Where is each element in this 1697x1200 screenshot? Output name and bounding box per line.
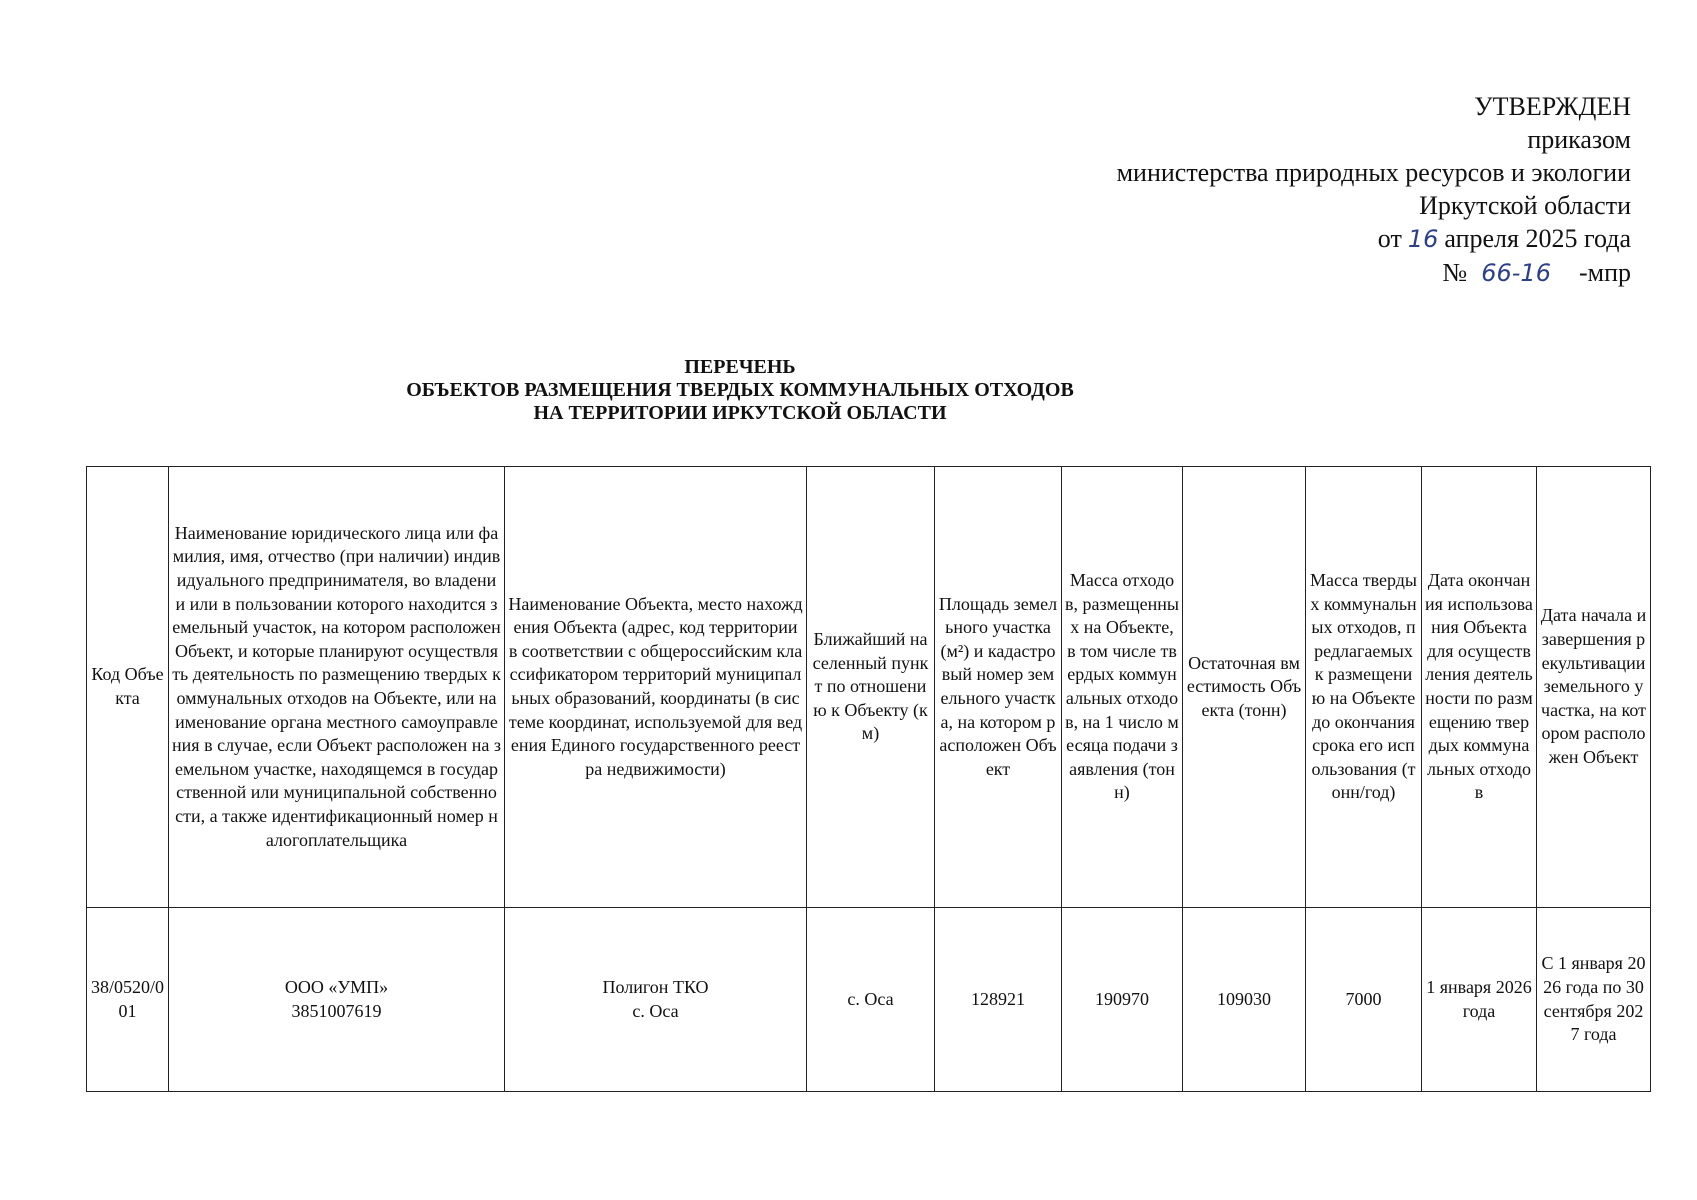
cell-mass-proposed: 7000 [1306,908,1422,1092]
table-row [87,908,1651,1092]
date-prefix: от [1377,224,1402,253]
handwritten-number: 66-16 [1481,259,1551,287]
handwritten-day: 16 [1407,225,1439,253]
document-title [80,356,1400,425]
region-name: Иркутской области [1419,191,1631,220]
object-place: с. Оса [632,1000,679,1021]
cell-mass-placed: 190970 [1062,908,1183,1092]
header-remaining-capacity: Остаточная вместимость Объекта (тонн) [1183,467,1306,908]
cell-object [505,908,807,1092]
cell-code: 38/0520/001 [87,908,169,1092]
approved-heading: УТВЕРЖДЕН [1474,92,1631,121]
ministry-name: министерства природных ресурсов и экологии [1116,158,1631,187]
title-line-1: ПЕРЕЧЕНЬ [684,356,796,378]
object-name: Полигон ТКО [602,976,709,997]
cell-nearest-settlement: с. Оса [807,908,935,1092]
title-line-2: ОБЪЕКТОВ РАЗМЕЩЕНИЯ ТВЕРДЫХ КОММУНАЛЬНЫХ ОТХОДОВ [406,379,1074,401]
cell-owner [169,908,505,1092]
cell-remaining-capacity: 109030 [1183,908,1306,1092]
owner-inn: 3851007619 [291,1000,382,1021]
cell-recultivation: С 1 января 2026 года по 30 сентября 2027 года [1537,908,1651,1092]
date-suffix: апреля 2025 года [1444,224,1631,253]
header-area: Площадь земельного участка (м²) и кадастровый номер земельного участка, на котором расположен Объект [935,467,1062,908]
waste-objects-table [86,466,1651,1092]
approval-stamp [1117,90,1631,290]
header-mass-placed: Масса отходов, размещенных на Объекте, в том числе твердых коммунальных отходов, на 1 число месяца подачи заявления (тонн) [1062,467,1183,908]
header-owner: Наименование юридического лица или фамилия, имя, отчество (при наличии) индивидуального предпринимателя, во владении или в пользовании которого находится земельный участок, на котором расположен Объект, и которые планируют осуществлять деятельность по размещению твердых коммунальных отходов на Объекте, или наименование органа местного самоуправления в случае, если Объект расположен на земельном участке, находящемся в государственной или муниципальной собственности, а также идентификационный номер налогоплательщика [169,467,505,908]
owner-name: ООО «УМП» [284,976,389,997]
approved-by-order: приказом [1527,125,1631,154]
header-recultivation: Дата начала и завершения рекультивации земельного участка, на котором расположен Объект [1537,467,1651,908]
order-number [1117,256,1631,290]
header-mass-proposed: Масса твердых коммунальных отходов, предлагаемых к размещению на Объекте до окончания срока его использования (тонн/год) [1306,467,1422,908]
cell-end-date: 1 января 2026 года [1422,908,1537,1092]
order-date [1117,222,1631,256]
header-nearest-settlement: Ближайший населенный пункт по отношению к Объекту (км) [807,467,935,908]
header-code: Код Объекта [87,467,169,908]
number-sign: № [1442,258,1468,287]
title-line-3: НА ТЕРРИТОРИИ ИРКУТСКОЙ ОБЛАСТИ [533,402,947,424]
number-suffix: -мпр [1578,258,1631,287]
header-end-date: Дата окончания использования Объекта для осуществления деятельности по размещению твердых коммунальных отходов [1422,467,1537,908]
header-object: Наименование Объекта, место нахождения Объекта (адрес, код территории в соответствии с общероссийским классификатором территорий муниципальных образований, координаты (в системе координат, используемой для ведения Единого государственного реестра недвижимости) [505,467,807,908]
table-header-row [87,467,1651,908]
cell-area: 128921 [935,908,1062,1092]
